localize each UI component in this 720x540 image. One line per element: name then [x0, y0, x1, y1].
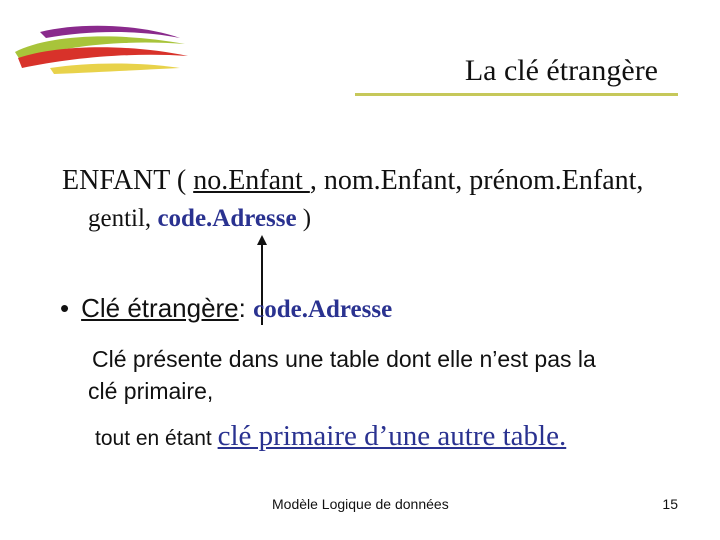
table-name: ENFANT — [62, 165, 170, 196]
bullet-value: code.Adresse — [253, 296, 393, 323]
bullet-foreign-key — [60, 293, 392, 324]
open-paren: ( — [169, 165, 194, 196]
schema-fields-rest: , nom.Enfant, prénom.Enfant, — [309, 165, 644, 196]
primary-key-field: no.Enfant — [193, 165, 310, 196]
schema-line2-prefix: gentil, — [88, 205, 158, 232]
slide-title: La clé étrangère — [464, 54, 658, 87]
definition-text — [88, 343, 688, 407]
bullet-label: Clé étrangère — [81, 293, 239, 323]
title-underline-rule — [355, 93, 678, 96]
schema-line-2 — [88, 205, 311, 233]
close-paren: ) — [296, 205, 312, 232]
definition-tail — [95, 420, 566, 453]
definition-line-1: Clé présente dans une table dont elle n’est pas la — [92, 346, 596, 372]
page-number: 15 — [662, 496, 678, 512]
foreign-key-field: code.Adresse — [157, 205, 297, 232]
logo-swoosh-icon — [10, 14, 190, 84]
schema-line-1 — [62, 165, 643, 197]
definition-line-2: clé primaire, — [88, 378, 214, 404]
footer-text: Modèle Logique de données — [272, 496, 449, 512]
definition-tail-emphasis: clé primaire d’une autre table. — [217, 420, 567, 452]
bullet-colon: : — [238, 293, 254, 323]
bullet-dot: • — [60, 293, 70, 323]
definition-tail-prefix: tout en étant — [95, 427, 218, 450]
